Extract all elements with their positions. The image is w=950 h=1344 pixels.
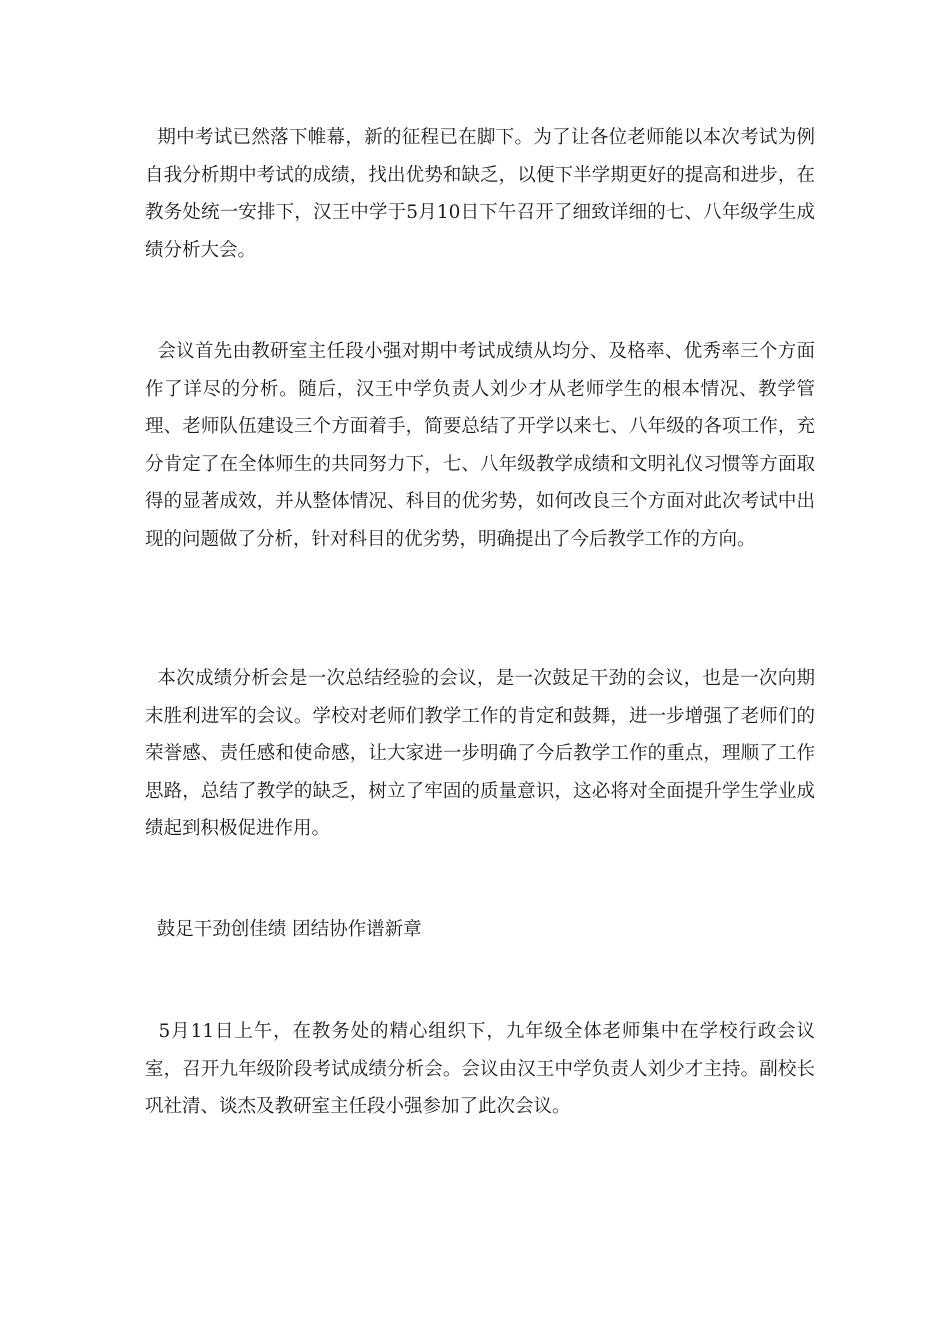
section-heading: 鼓足干劲创佳绩 团结协作谱新章 (145, 919, 422, 940)
paragraph-1: 期中考试已然落下帷幕，新的征程已在脚下。为了让各位老师能以本次考试为例自我分析期中考试的成绩，找出优势和缺乏，以便下半学期更好的提高和进步，在教务处统一安排下，汉王中学于5月10日下午召开了细致详细的七、八年级学生成绩分析大会。 (145, 127, 815, 261)
paragraph-4: 5月11日上午，在教务处的精心组织下，九年级全体老师集中在学校行政会议室，召开九年级阶段考试成绩分析会。会议由汉王中学负责人刘少才主持。副校长巩社清、谈杰及教研室主任段小强参加了此次会议。 (145, 1021, 815, 1118)
paragraph-3: 本次成绩分析会是一次总结经验的会议，是一次鼓足干劲的会议，也是一次向期末胜利进军的会议。学校对老师们教学工作的肯定和鼓舞，进一步增强了老师们的荣誉感、责任感和使命感，让大家进一步明确了今后教学工作的重点，理顺了工作思路，总结了教学的缺乏，树立了牢固的质量意识，这必将对全面提升学生学业成绩起到积极促进作用。 (145, 668, 815, 840)
paragraph-2: 会议首先由教研室主任段小强对期中考试成绩从均分、及格率、优秀率三个方面作了详尽的分析。随后，汉王中学负责人刘少才从老师学生的根本情况、教学管理、老师队伍建设三个方面着手，简要总结了开学以来七、八年级的各项工作，充分肯定了在全体师生的共同努力下，七、八年级教学成绩和文明礼仪习惯等方面取得的显著成效，并从整体情况、科目的优劣势，如何改良三个方面对此次考试中出现的问题做了分析，针对科目的优劣势，明确提出了今后教学工作的方向。 (145, 341, 815, 550)
